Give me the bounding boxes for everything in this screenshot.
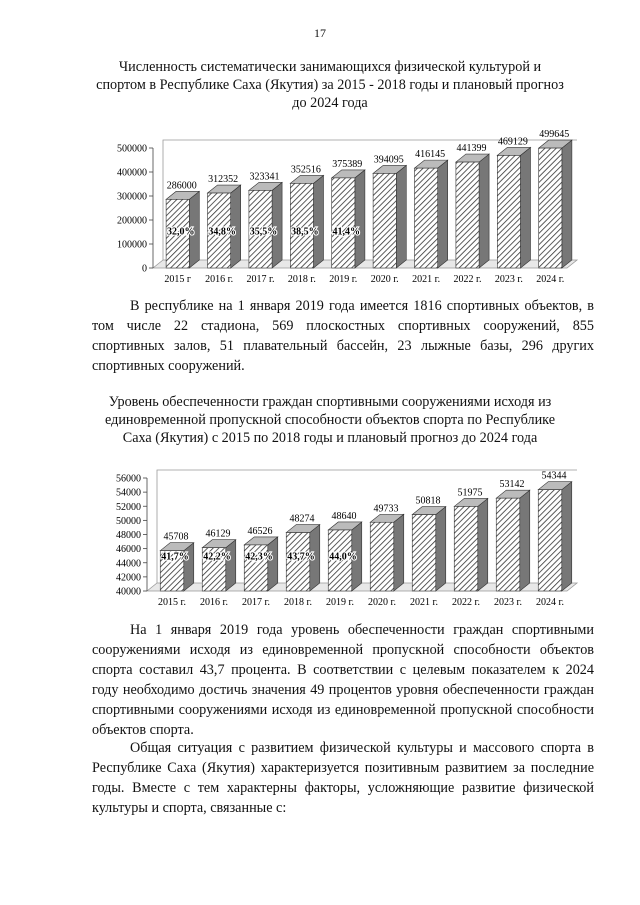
paragraph-facilities: В республике на 1 января 2019 года имеется 1816 спортивных объектов, в том числе 22 стадиона, 569 плоскостных спортивных сооружений, 855 спортивных залов, 51 плавательный бассейн, 23 лыжные базы, 296 других спортивных сооружений. bbox=[92, 298, 594, 374]
chart-1 bbox=[95, 128, 595, 288]
bar-side bbox=[478, 498, 488, 591]
paragraph-provision: На 1 января 2019 года уровень обеспеченности граждан спортивными сооружениями исходя из единовременной пропускной способности объектов спорта составил 43,7 процента. В соответствии с целевым показателем к 2024 году необходимо достичь значения 49 процентов уровня обеспеченности граждан спортивными сооружениями исходя из единовременной пропускной способности объектов спорта. bbox=[92, 622, 594, 738]
bar-value-label: 54344 bbox=[541, 470, 567, 482]
bar-front bbox=[538, 490, 562, 591]
x-tick-label: 2022 г. bbox=[452, 597, 480, 608]
chart-1-title: Численность систематически занимающихся физической культурой и спортом в Республике Саха (Якутия) за 2015 - 2018 годы и плановый прогноз до 2024 года bbox=[96, 59, 564, 111]
y-tick-label: 40000 bbox=[116, 586, 141, 598]
bar-front bbox=[373, 173, 396, 268]
y-tick-label: 0 bbox=[142, 263, 147, 275]
bar bbox=[290, 175, 323, 268]
bar-value-label: 352516 bbox=[290, 164, 321, 176]
page-number: 17 bbox=[314, 26, 326, 40]
y-tick-label: 46000 bbox=[116, 544, 141, 556]
chart-1-svg bbox=[95, 128, 595, 288]
bar-side bbox=[396, 165, 406, 268]
bar-front bbox=[454, 506, 478, 591]
bar bbox=[456, 154, 489, 268]
bar-side bbox=[438, 160, 448, 268]
bar bbox=[244, 537, 278, 591]
bar bbox=[202, 540, 236, 591]
y-tick-label: 52000 bbox=[116, 501, 141, 513]
bar-front bbox=[456, 162, 479, 268]
x-tick-label: 2021 г. bbox=[412, 274, 441, 285]
x-tick-label: 2015 г. bbox=[158, 597, 186, 608]
bar-front bbox=[539, 148, 562, 268]
bar bbox=[160, 543, 194, 591]
bar-value-label: 49733 bbox=[373, 503, 399, 515]
bar-side bbox=[272, 182, 282, 268]
chart-2-svg bbox=[95, 462, 595, 617]
x-tick-label: 2019 г. bbox=[326, 597, 354, 608]
bar-front bbox=[497, 155, 520, 268]
y-tick-label: 54000 bbox=[116, 487, 141, 499]
bar-value-label: 469129 bbox=[497, 136, 528, 148]
x-tick-label: 2016 г. bbox=[205, 274, 234, 285]
bar-percent-label: 42,2% bbox=[203, 551, 231, 563]
bar-front bbox=[332, 178, 355, 268]
bar-percent-label: 38,5% bbox=[291, 226, 319, 238]
bar-value-label: 45708 bbox=[163, 531, 189, 543]
bar-percent-label: 43,7% bbox=[287, 551, 315, 563]
bar-front bbox=[496, 498, 520, 591]
bar bbox=[249, 182, 282, 268]
x-tick-label: 2016 г. bbox=[200, 597, 228, 608]
bar-value-label: 50818 bbox=[415, 495, 441, 507]
bar bbox=[497, 147, 530, 268]
bar-side bbox=[520, 490, 530, 591]
y-tick-label: 100000 bbox=[117, 239, 147, 251]
bar bbox=[370, 514, 404, 591]
bar-percent-label: 35,5% bbox=[249, 226, 278, 238]
bar-side bbox=[313, 175, 323, 268]
bar-side bbox=[520, 147, 530, 268]
x-tick-label: 2018 г. bbox=[287, 274, 316, 285]
bar bbox=[332, 170, 365, 268]
y-tick-label: 400000 bbox=[117, 167, 147, 179]
x-tick-label: 2017 г. bbox=[242, 597, 270, 608]
bar-percent-label: 32,0% bbox=[166, 226, 195, 238]
bar-value-label: 441399 bbox=[456, 143, 487, 155]
bar-value-label: 286000 bbox=[166, 180, 197, 192]
bar-value-label: 312352 bbox=[208, 174, 239, 186]
bar-value-label: 394095 bbox=[373, 154, 404, 166]
x-tick-label: 2022 г. bbox=[453, 274, 482, 285]
bar-side bbox=[268, 537, 278, 591]
y-tick-label: 300000 bbox=[117, 191, 147, 203]
bar-percent-label: 34,8% bbox=[208, 226, 236, 238]
bar-value-label: 416145 bbox=[415, 149, 446, 161]
bar-side bbox=[184, 543, 194, 591]
y-tick-label: 56000 bbox=[116, 473, 141, 485]
chart-2 bbox=[95, 462, 595, 617]
x-tick-label: 2024 г. bbox=[536, 597, 564, 608]
bar bbox=[373, 165, 406, 268]
y-tick-label: 500000 bbox=[117, 143, 147, 155]
bar-side bbox=[479, 154, 489, 268]
bar bbox=[496, 490, 530, 591]
bar-percent-label: 44,0% bbox=[329, 551, 357, 563]
bar-side bbox=[394, 514, 404, 591]
bar bbox=[412, 507, 446, 591]
bar bbox=[454, 498, 488, 591]
x-tick-label: 2017 г. bbox=[246, 274, 275, 285]
bar-value-label: 323341 bbox=[249, 171, 280, 183]
bar bbox=[539, 140, 572, 268]
bar-percent-label: 42,3% bbox=[245, 551, 273, 563]
bar bbox=[415, 160, 448, 268]
bar bbox=[538, 482, 572, 591]
x-tick-label: 2023 г. bbox=[494, 597, 522, 608]
y-tick-label: 42000 bbox=[116, 572, 141, 584]
bar-value-label: 375389 bbox=[332, 158, 363, 170]
bar-side bbox=[562, 482, 572, 591]
x-tick-label: 2019 г. bbox=[329, 274, 358, 285]
x-tick-label: 2020 г. bbox=[368, 597, 396, 608]
x-tick-label: 2018 г. bbox=[284, 597, 312, 608]
bar-side bbox=[562, 140, 572, 268]
x-tick-label: 2015 г bbox=[164, 274, 192, 285]
y-tick-label: 44000 bbox=[116, 558, 141, 570]
x-tick-label: 2024 г. bbox=[536, 274, 565, 285]
bar-percent-label: 41,4% bbox=[332, 226, 361, 238]
bar-value-label: 46526 bbox=[247, 525, 273, 537]
bar-front bbox=[412, 515, 436, 591]
x-tick-label: 2023 г. bbox=[494, 274, 523, 285]
x-tick-label: 2020 г. bbox=[370, 274, 399, 285]
y-tick-label: 200000 bbox=[117, 215, 147, 227]
bar-percent-label: 41,7% bbox=[161, 551, 189, 563]
paragraph-general: Общая ситуация с развитием физической культуры и массового спорта в Республике Саха (Якутия) характеризуется позитивным развитием за последние годы. Вместе с тем характерны факторы, усложняющие развитие физической культуры и спорта, связанные с: bbox=[92, 740, 594, 816]
bar-value-label: 51975 bbox=[457, 487, 483, 499]
bar-value-label: 48640 bbox=[331, 510, 357, 522]
bar-side bbox=[436, 507, 446, 591]
bar-value-label: 46129 bbox=[205, 528, 231, 540]
bar-value-label: 499645 bbox=[539, 129, 570, 141]
bar-front bbox=[370, 522, 394, 591]
bar-value-label: 48274 bbox=[289, 513, 315, 525]
y-tick-label: 50000 bbox=[116, 515, 141, 527]
bar-side bbox=[226, 540, 236, 591]
bar-value-label: 53142 bbox=[499, 479, 525, 491]
chart-2-title: Уровень обеспеченности граждан спортивными сооружениями исходя из единовременной пропускной способности объектов спорта по Республике Саха (Якутия) с 2015 по 2018 годы и плановый прогноз до 2024 года bbox=[104, 394, 555, 446]
y-tick-label: 48000 bbox=[116, 530, 141, 541]
bar-front bbox=[415, 168, 438, 268]
x-tick-label: 2021 г. bbox=[410, 597, 438, 608]
bar-side bbox=[355, 170, 365, 268]
